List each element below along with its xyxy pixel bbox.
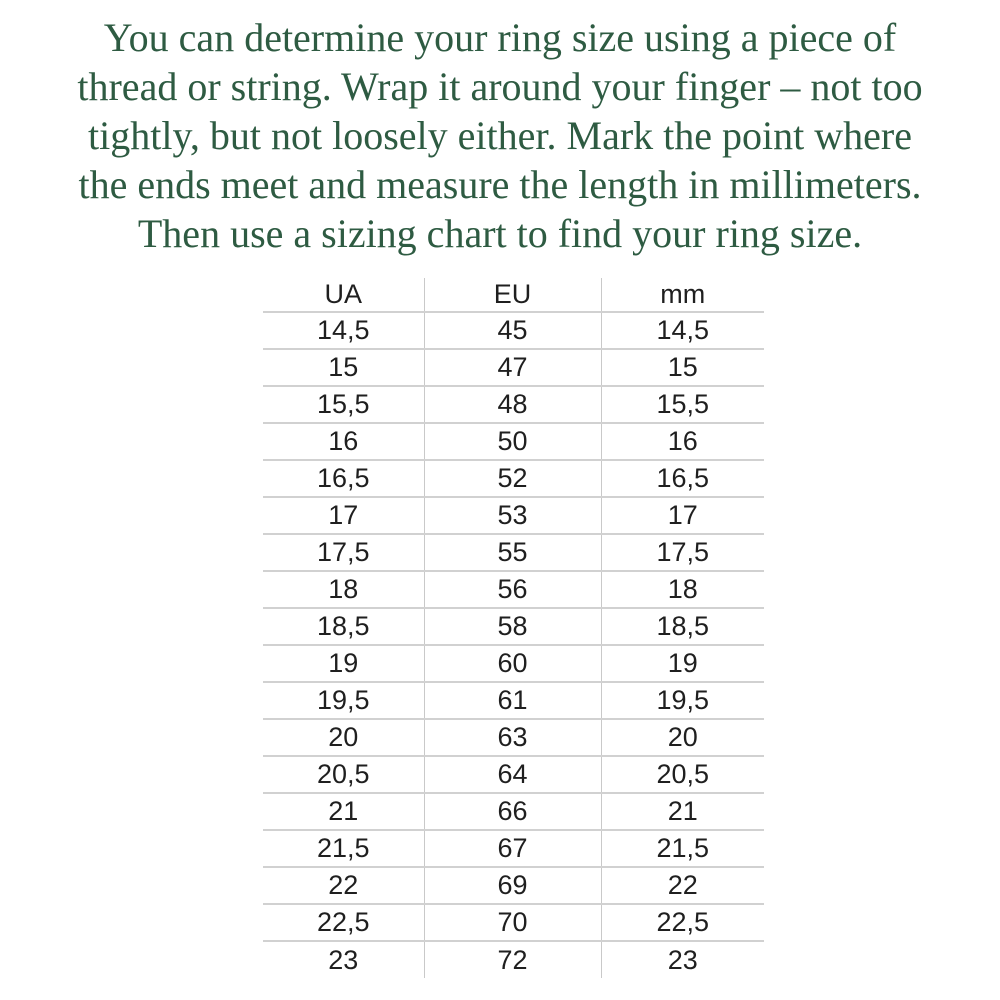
mm-value: 21,5	[601, 830, 764, 867]
table-row	[263, 571, 764, 608]
ring-size-table	[263, 278, 764, 978]
table-row	[263, 460, 764, 497]
table-row	[263, 719, 764, 756]
eu-value: 61	[424, 682, 601, 719]
mm-value: 16,5	[601, 460, 764, 497]
mm-value: 19	[601, 645, 764, 682]
table-row	[263, 497, 764, 534]
eu-value: 48	[424, 386, 601, 423]
eu-value: 66	[424, 793, 601, 830]
ua-value: 21,5	[263, 830, 424, 867]
eu-value: 47	[424, 349, 601, 386]
mm-value: 18	[601, 571, 764, 608]
mm-value: 17	[601, 497, 764, 534]
ua-value: 15	[263, 349, 424, 386]
column-header-ua: UA	[324, 279, 362, 309]
ua-value: 18	[263, 571, 424, 608]
ua-value: 17	[263, 497, 424, 534]
mm-value: 16	[601, 423, 764, 460]
eu-value: 45	[424, 312, 601, 349]
mm-value: 21	[601, 793, 764, 830]
eu-value: 64	[424, 756, 601, 793]
table-row	[263, 349, 764, 386]
eu-value: 55	[424, 534, 601, 571]
mm-value: 20	[601, 719, 764, 756]
eu-value: 52	[424, 460, 601, 497]
eu-value: 53	[424, 497, 601, 534]
table-row	[263, 793, 764, 830]
ua-value: 18,5	[263, 608, 424, 645]
instructions-line-5: Then use a sizing chart to find your ring size.	[137, 211, 863, 256]
ua-value: 15,5	[263, 386, 424, 423]
table-row	[263, 941, 764, 978]
mm-value: 22	[601, 867, 764, 904]
table-row	[263, 904, 764, 941]
ua-value: 20	[263, 719, 424, 756]
ua-value: 16	[263, 423, 424, 460]
ua-value: 19,5	[263, 682, 424, 719]
eu-value: 60	[424, 645, 601, 682]
eu-value: 67	[424, 830, 601, 867]
eu-value: 56	[424, 571, 601, 608]
eu-value: 69	[424, 867, 601, 904]
table-row	[263, 756, 764, 793]
table-row	[263, 312, 764, 349]
mm-value: 17,5	[601, 534, 764, 571]
ua-value: 20,5	[263, 756, 424, 793]
eu-value: 63	[424, 719, 601, 756]
instructions-text	[0, 0, 1000, 258]
table-row	[263, 608, 764, 645]
mm-value: 18,5	[601, 608, 764, 645]
eu-value: 58	[424, 608, 601, 645]
eu-value: 50	[424, 423, 601, 460]
eu-value: 70	[424, 904, 601, 941]
instructions-line-2: thread or string. Wrap it around your finger – not too	[77, 64, 923, 109]
mm-value: 22,5	[601, 904, 764, 941]
ua-value: 23	[263, 941, 424, 978]
table-row	[263, 645, 764, 682]
ua-value: 14,5	[263, 312, 424, 349]
ua-value: 17,5	[263, 534, 424, 571]
table-row	[263, 386, 764, 423]
ua-value: 21	[263, 793, 424, 830]
eu-value: 72	[424, 941, 601, 978]
instructions-line-3: tightly, but not loosely either. Mark the point where	[88, 113, 912, 158]
table-row	[263, 867, 764, 904]
mm-value: 20,5	[601, 756, 764, 793]
ua-value: 22,5	[263, 904, 424, 941]
table-row	[263, 423, 764, 460]
mm-value: 14,5	[601, 312, 764, 349]
table-row	[263, 682, 764, 719]
table-row	[263, 534, 764, 571]
mm-value: 23	[601, 941, 764, 978]
ua-value: 22	[263, 867, 424, 904]
table-row	[263, 830, 764, 867]
mm-value: 15,5	[601, 386, 764, 423]
column-header-eu: EU	[424, 278, 601, 312]
column-header-mm: mm	[601, 278, 764, 312]
instructions-line-1: You can determine your ring size using a piece of	[103, 15, 897, 60]
instructions-line-4: the ends meet and measure the length in millimeters.	[78, 162, 922, 207]
ua-value: 19	[263, 645, 424, 682]
mm-value: 19,5	[601, 682, 764, 719]
mm-value: 15	[601, 349, 764, 386]
table-header-row	[263, 278, 764, 312]
ua-value: 16,5	[263, 460, 424, 497]
